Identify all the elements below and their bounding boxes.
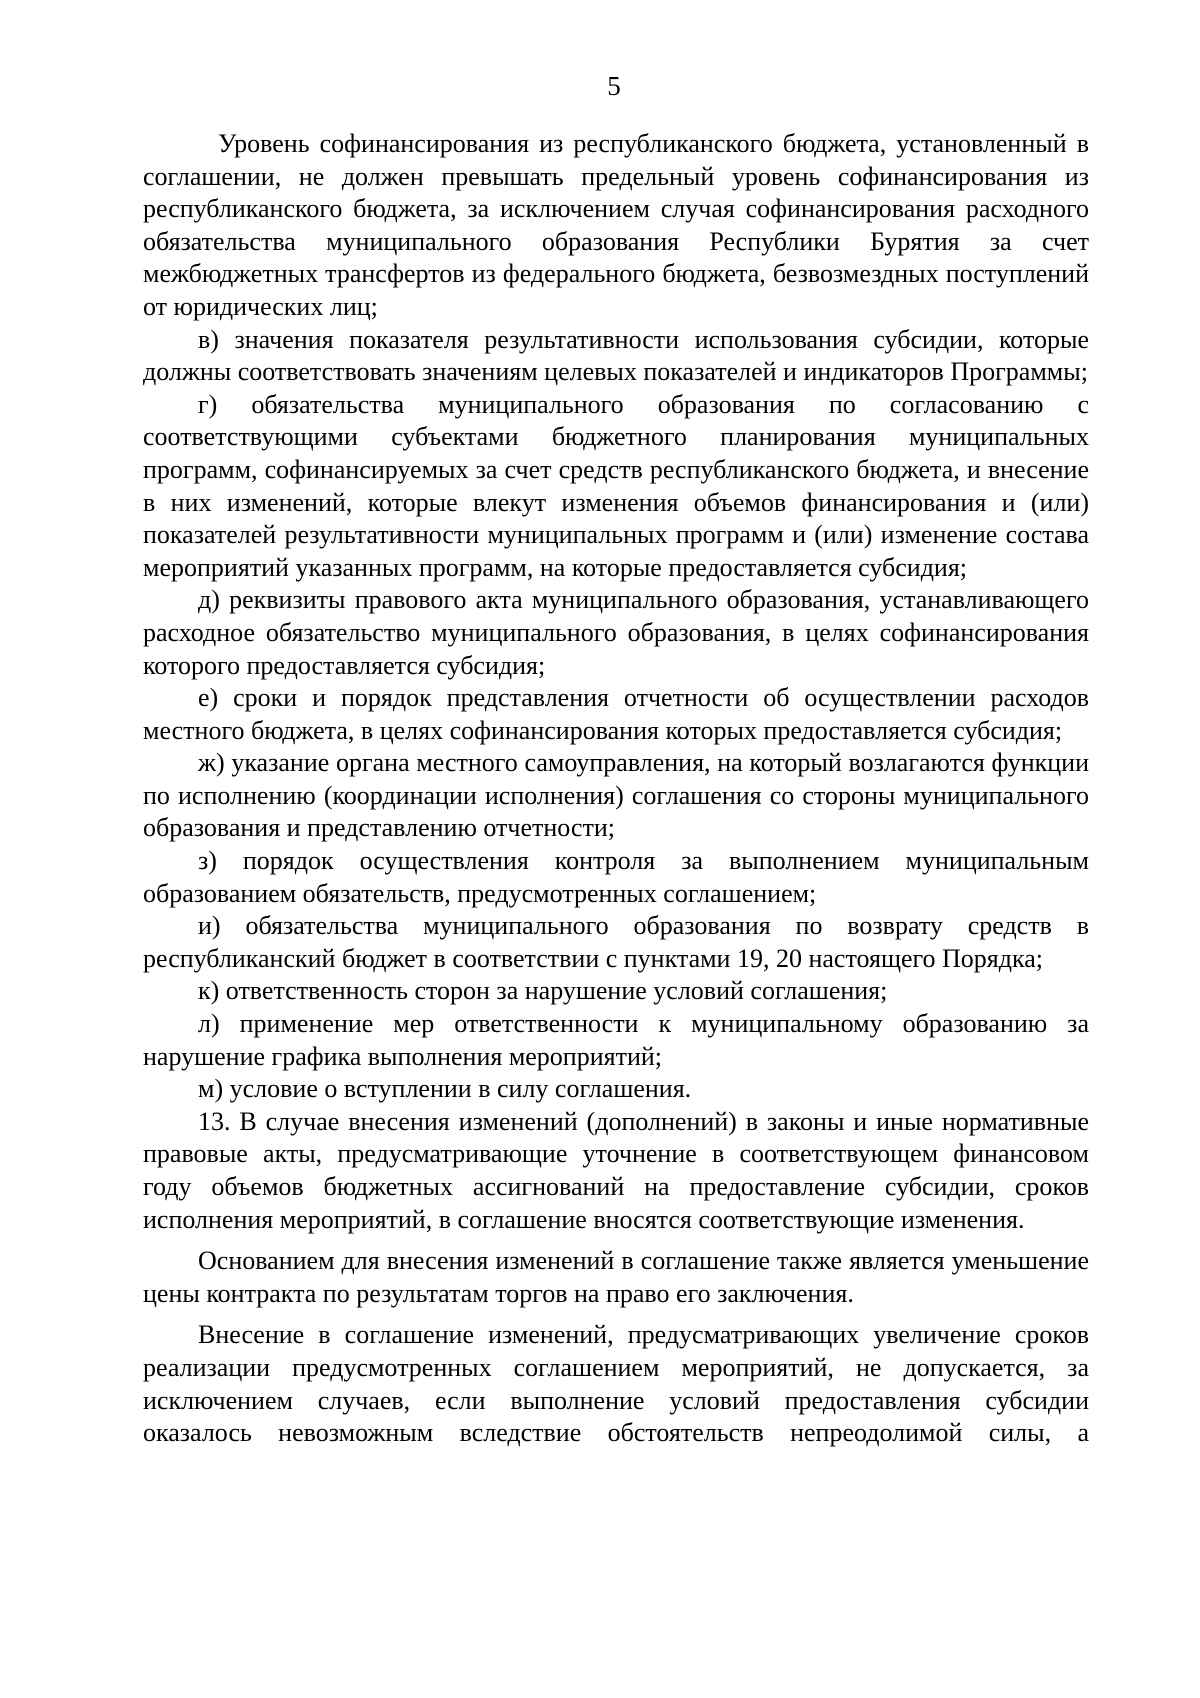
- paragraph-item-z: з) порядок осуществления контроля за выполнением муниципальным образованием обязательств, предусмотренных соглашением;: [143, 846, 1089, 908]
- paragraph-item-g: г) обязательства муниципального образования по согласованию с соответствующими субъектами бюджетного планирования муниципальных программ, софинансируемых за счет средств республиканского бюджета, и внесение в них изменений, которые влекут изменения объемов финансирования и (или) показателей результативности муниципальных программ и (или) изменение состава мероприятий указанных программ, на которые предоставляется субсидия;: [143, 389, 1089, 582]
- paragraph-item-d: д) реквизиты правового акта муниципального образования, устанавливающего расходное обязательство муниципального образования, в целях софинансирования которого предоставляется субсидия;: [143, 585, 1089, 680]
- paragraph-item-l: л) применение мер ответственности к муниципальному образованию за нарушение графика выполнения мероприятий;: [143, 1009, 1089, 1071]
- paragraph-term-extension: Внесение в соглашение изменений, предусматривающих увеличение сроков реализации предусмотренных соглашением мероприятий, не допускается, за исключением случаев, если выполнение условий предоставления субсидии оказалось невозможным вследствие обстоятельств непреодолимой силы, а: [143, 1320, 1089, 1448]
- paragraph-grounds-for-changes: Основанием для внесения изменений в соглашение также является уменьшение цены контракта по результатам торгов на право его заключения.: [143, 1246, 1089, 1308]
- document-body: [143, 128, 1089, 1450]
- paragraph-item-zh: ж) указание органа местного самоуправления, на который возлагаются функции по исполнению (координации исполнения) соглашения со стороны муниципального образования и представлению отчетности;: [143, 748, 1089, 843]
- paragraph-item-m: м) условие о вступлении в силу соглашения.: [198, 1074, 692, 1104]
- paragraph-section-13: 13. В случае внесения изменений (дополнений) в законы и иные нормативные правовые акты, предусматривающие уточнение в соответствующем финансовом году объемов бюджетных ассигнований на предоставление субсидии, сроков исполнения мероприятий, в соглашение вносятся соответствующие изменения.: [143, 1106, 1089, 1234]
- paragraph-item-i: и) обязательства муниципального образования по возврату средств в республиканский бюджет в соответствии с пунктами 19, 20 настоящего Порядка;: [143, 911, 1089, 973]
- paragraph-item-k: к) ответственность сторон за нарушение условий соглашения;: [198, 976, 888, 1006]
- page-number: 5: [607, 71, 621, 101]
- paragraph-cofinancing-level: Уровень софинансирования из республиканского бюджета, установленный в соглашении, не должен превышать предельный уровень софинансирования из республиканского бюджета, за исключением случая софинансирования расходного обязательства муниципального образования Республики Бурятия за счет межбюджетных трансфертов из федерального бюджета, безвозмездных поступлений от юридических лиц;: [143, 129, 1089, 321]
- paragraph-item-e: е) сроки и порядок представления отчетности об осуществлении расходов местного бюджета, в целях софинансирования которых предоставляется субсидия;: [143, 683, 1089, 745]
- paragraph-item-v: в) значения показателя результативности использования субсидии, которые должны соответствовать значениям целевых показателей и индикаторов Программы;: [143, 324, 1089, 387]
